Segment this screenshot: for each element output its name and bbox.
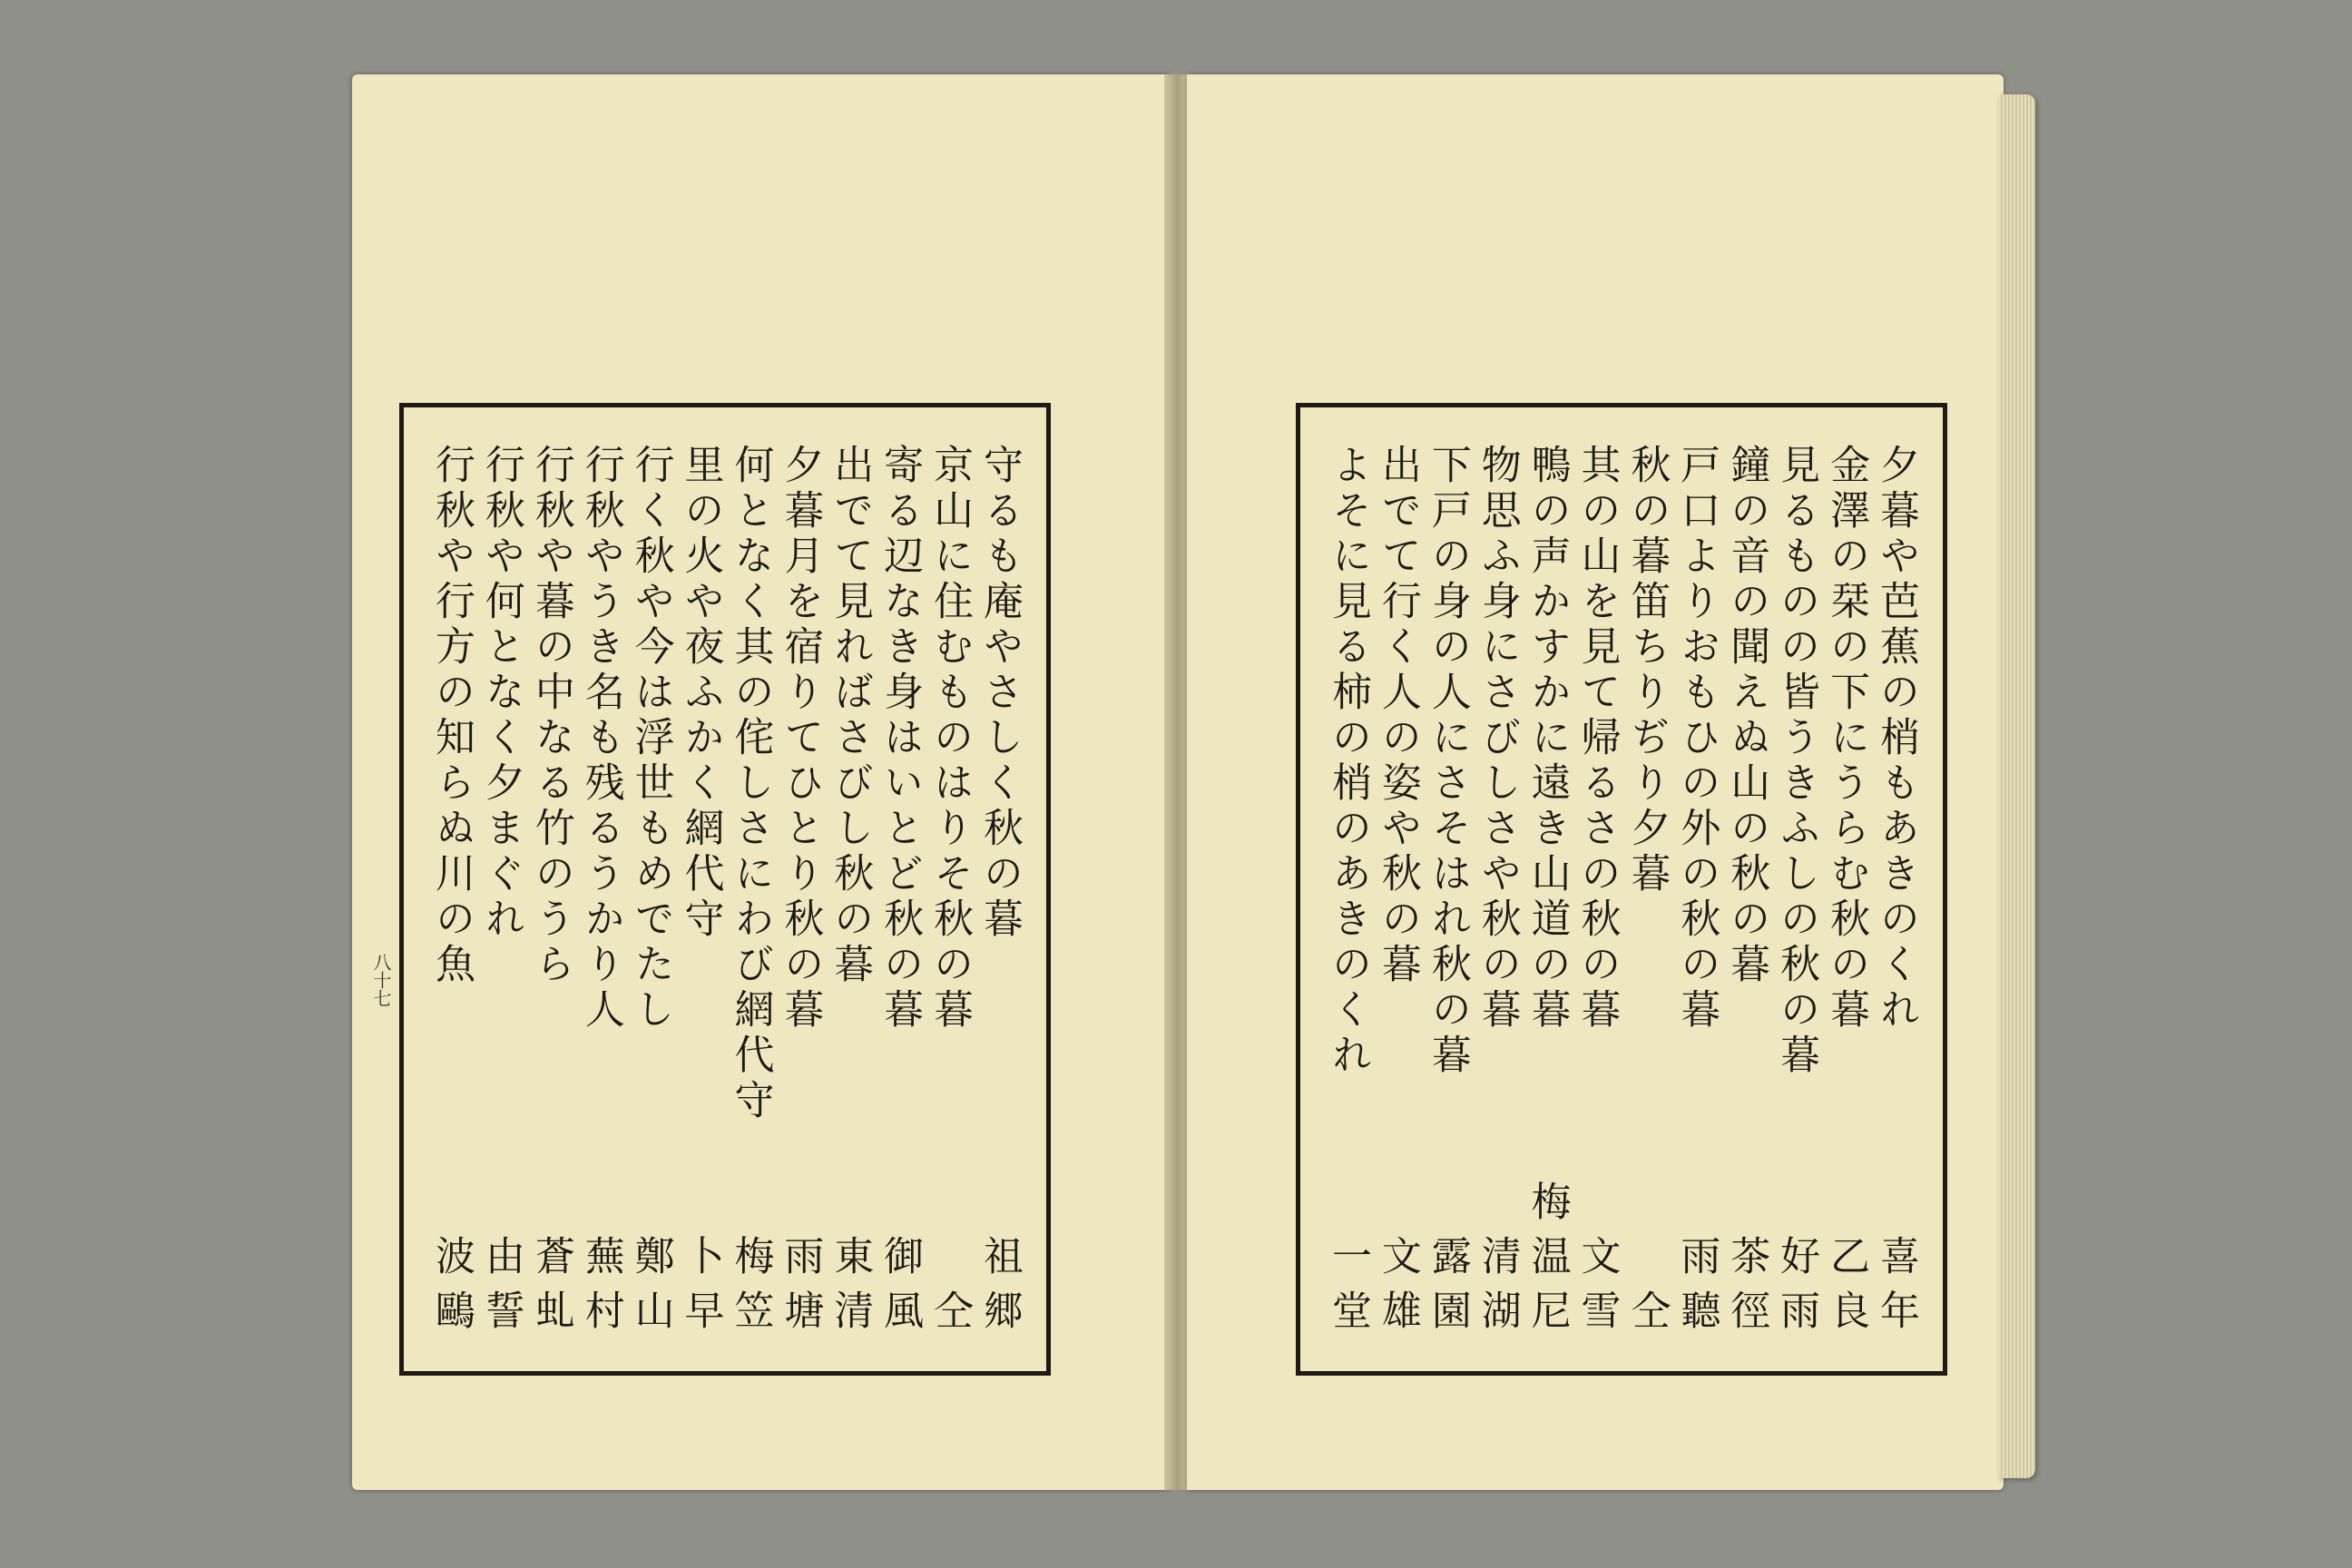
poem-column [1773,444,1820,1344]
poem-verse: 夕暮月を宿りてひとり秋の暮 [777,444,824,1034]
poem-verse: 出でて行く人の姿や秋の暮 [1374,444,1421,988]
poem-verse: 物思ふ身にさびしさや秋の暮 [1474,444,1521,1034]
poet-name: 喜年 [1872,1235,1919,1344]
poet-name: 由誓 [477,1235,524,1344]
poem-column [1673,444,1720,1344]
poem-column [677,444,724,1344]
poem-verse: 鐘の音の聞えぬ山の秋の暮 [1723,444,1770,988]
poem-verse: 行く秋や今は浮世もめでたし [627,444,674,1034]
poem-column [1872,444,1919,1344]
poem-column [477,444,524,1344]
poem-column [1623,444,1671,1344]
right-page [1187,74,2004,1490]
poet-name: 一堂 [1325,1235,1371,1344]
poem-column [1524,444,1571,1344]
right-text-frame [1296,403,1947,1376]
poet-name: 仝 [926,1289,974,1344]
poem-verse: 見るものの皆うきふしの秋の暮 [1773,444,1820,1079]
poem-verse: 行秋やうき名も残るうかり人 [577,444,624,1034]
poet-name: 蒼虬 [527,1235,574,1344]
poem-column [577,444,624,1344]
poet-name: 仝 [1623,1289,1671,1344]
poem-column [527,444,574,1344]
poet-name: 清湖 [1474,1235,1521,1344]
left-columns [428,444,1023,1344]
poem-verse: 里の火や夜ふかく網代守 [677,444,724,943]
poem-column [1823,444,1870,1344]
poem-column [1573,444,1621,1344]
poet-name: 東清 [827,1235,874,1344]
folio-number: 八十七 [370,953,392,1007]
poem-verse: 守るも庵やさしく秋の暮 [975,444,1023,943]
poet-name: 雨塘 [777,1235,824,1344]
poem-column [827,444,874,1344]
poem-verse: 行秋や行方の知らぬ川の魚 [428,444,475,988]
poem-column [1474,444,1521,1344]
poem-verse: 行秋や暮の中なる竹のうら [527,444,574,988]
page-edges [1999,94,2035,1478]
poem-column [1424,444,1471,1344]
poem-verse: 京山に住むものはりそ秋の暮 [926,444,974,1034]
poem-column [627,444,674,1344]
poet-name: 鄭山 [627,1235,674,1344]
poem-verse: 寄る辺なき身はいとど秋の暮 [877,444,924,1034]
poem-verse: よそに見る柿の梢のあきのくれ [1325,444,1371,1079]
poet-name: 雨聽 [1673,1235,1720,1344]
poet-name: 茶徑 [1723,1235,1770,1344]
poem-verse: 行秋や何となく夕まぐれ [477,444,524,943]
poem-column [777,444,824,1344]
poem-column [877,444,924,1344]
poem-column [1723,444,1770,1344]
poem-column [727,444,774,1344]
poet-name: 波鷗 [428,1235,475,1344]
poem-column [428,444,475,1344]
poem-column [1325,444,1371,1344]
poet-name: 露園 [1424,1235,1471,1344]
poem-verse: 何となく其の侘しさにわび網代守 [727,444,774,1124]
poem-verse: 出でて見ればさびし秋の暮 [827,444,874,988]
poet-name: 御風 [877,1235,924,1344]
poet-name: 乙良 [1823,1235,1870,1344]
poem-verse: 金澤の栞の下にうらむ秋の暮 [1823,444,1870,1034]
poem-verse: 秋の暮笛ちりぢり夕暮 [1623,444,1671,897]
poem-column [926,444,974,1344]
poem-verse: 其の山を見て帰るさの秋の暮 [1573,444,1621,1034]
left-text-frame [399,403,1051,1376]
poem-verse: 戸口よりおもひの外の秋の暮 [1673,444,1720,1034]
poem-verse: 下戸の身の人にさそはれ秋の暮 [1424,444,1471,1079]
poem-verse: 夕暮や芭蕉の梢もあきのくれ [1872,444,1919,1034]
poem-verse: 鴨の声かすかに遠き山道の暮 [1524,444,1571,1034]
poem-column [1374,444,1421,1344]
poet-name: 文雄 [1374,1235,1421,1344]
right-columns [1325,444,1919,1344]
open-book [343,67,2040,1501]
poet-name: 梅温尼 [1524,1181,1571,1344]
poet-name: 蕪村 [577,1235,624,1344]
poet-name: 文雪 [1573,1235,1621,1344]
poet-name: 梅笠 [727,1235,774,1344]
poet-name: 卜早 [677,1235,724,1344]
poet-name: 好雨 [1773,1235,1820,1344]
poet-name: 祖郷 [975,1235,1023,1344]
poem-column [975,444,1023,1344]
left-page [352,74,1169,1490]
